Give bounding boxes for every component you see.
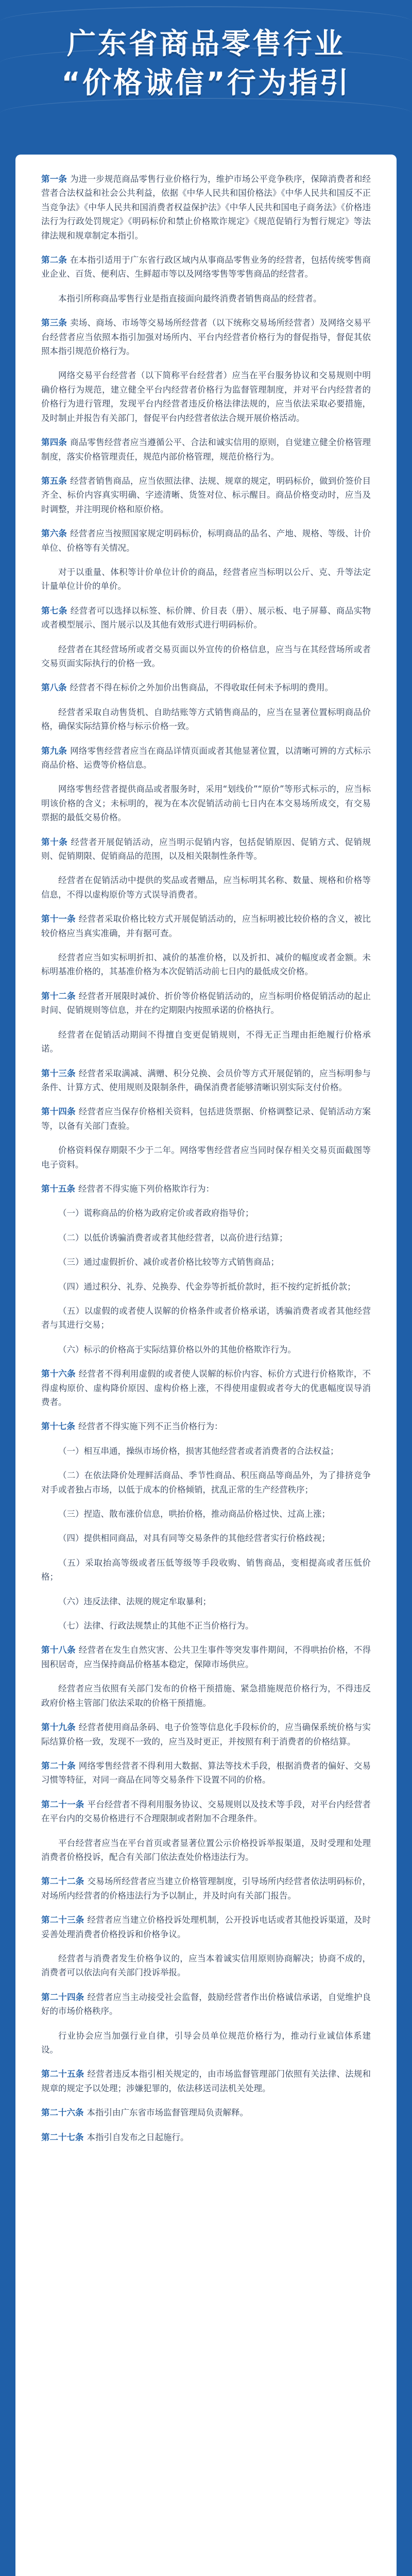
article-number: 第二十二条 xyxy=(41,1876,84,1887)
article-number: 第一条 xyxy=(41,174,67,184)
article-text: 经营者不得利用虚假的或者使人误解的标价内容、标价方式进行价格欺诈，不得虚构原价、虚构降价原因、虚构价格上涨，不得使用虚假或者夸大的优惠幅度误导消费者。 xyxy=(41,1369,371,1407)
guideline-article xyxy=(41,292,371,306)
guideline-article xyxy=(41,368,371,425)
article-text: 经营者采取价格比较方式开展促销活动的，应当标明被比较价格的含义，被比较价格应当真实准确，并有据可查。 xyxy=(41,914,371,938)
article-text: 经营者在发生自然灾害、公共卫生事件等突发事件期间，不得哄抬价格，不得囤积居奇，应当保持商品价格基本稳定，保障市场供应。 xyxy=(41,1645,371,1669)
article-number: 第十三条 xyxy=(41,1068,76,1078)
article-number: 第十一条 xyxy=(41,914,76,924)
guideline-article xyxy=(41,1643,371,1671)
article-text: 经营者采取满减、满赠、积分兑换、会员价等方式开展促销的，应当标明参与条件、计算方式、使用规则及限制条件，确保消费者能够清晰识别实际支付价格。 xyxy=(41,1068,371,1092)
guideline-article xyxy=(41,1231,371,1245)
article-text: 行业协会应当加强行业自律，引导会员单位规范价格行为，推动行业诚信体系建设。 xyxy=(41,2030,371,2055)
article-text: （三）通过虚假折价、减价或者价格比较等方式销售商品； xyxy=(58,1257,279,1267)
article-text: 经营者与消费者发生价格争议的，应当本着诚实信用原则协商解决；协商不成的，消费者可以依法向有关部门投诉举报。 xyxy=(41,1953,371,1978)
article-number: 第十八条 xyxy=(41,1645,76,1655)
article-text: （六）违反法律、法规的规定牟取暴利； xyxy=(58,1596,211,1606)
guideline-article xyxy=(41,1143,371,1172)
guideline-article xyxy=(41,1990,371,2019)
article-text: 经营者应当如实标明折扣、减价的基准价格，以及折扣、减价的幅度或者金额。未标明基准价格的，其基准价格为本次促销活动前七日内的最低成交价格。 xyxy=(41,953,371,977)
guideline-article xyxy=(41,1595,371,1608)
article-text: （四）通过积分、礼券、兑换券、代金券等折抵价款时，拒不按约定折抵价款； xyxy=(58,1281,356,1292)
guideline-article xyxy=(41,1836,371,1865)
article-number: 第十五条 xyxy=(41,1183,75,1194)
article-number: 第十六条 xyxy=(41,1369,76,1379)
guideline-article xyxy=(41,705,371,734)
guideline-article xyxy=(41,474,371,516)
article-number: 第十二条 xyxy=(41,991,76,1001)
guideline-article xyxy=(41,1682,371,1710)
article-text: 平台经营者不得利用服务协议、交易规则以及技术等手段，对平台内经营者在平台内的交易价格进行不合理限制或者附加不合理条件。 xyxy=(41,1799,371,1824)
guideline-article xyxy=(41,565,371,594)
article-number: 第十条 xyxy=(41,837,68,847)
article-text: （四）提供相同商品，对具有同等交易条件的其他经营者实行价格歧视； xyxy=(58,1533,330,1544)
guideline-article xyxy=(41,1343,371,1357)
article-number: 第四条 xyxy=(41,437,67,448)
guideline-article xyxy=(41,1913,371,1941)
article-text: 本指引自发布之日起施行。 xyxy=(87,2132,189,2142)
article-text: 经营者违反本指引相关规定的，由市场监督管理部门依照有关法律、法规和规章的规定予以处理；涉嫌犯罪的，依法移送司法机关处理。 xyxy=(41,2069,371,2093)
guideline-article xyxy=(41,1444,371,1458)
article-number: 第五条 xyxy=(41,476,67,486)
article-number: 第十四条 xyxy=(41,1107,76,1117)
guideline-article xyxy=(41,1874,371,1903)
article-text: （二）在依法降价处理鲜活商品、季节性商品、积压商品等商品外，为了排挤竞争对手或者独占市场，以低于成本的价格倾销，扰乱正常的生产经营秩序； xyxy=(41,1470,371,1495)
article-text: 本指引由广东省市场监督管理局负责解释。 xyxy=(87,2108,248,2118)
guideline-article xyxy=(41,527,371,555)
article-number: 第二十一条 xyxy=(41,1799,84,1809)
article-text: 为进一步规范商品零售行业价格行为，维护市场公平竞争秩序，保障消费者和经营者合法权益和社会公共利益，依据《中华人民共和国价格法》《中华人民共和国反不正当竞争法》《中华人民共和国消费者权益保护法》《中华人民共和国电子商务法》《价格违法行为行政处罚规定》《明码标价和禁止价格欺诈规定》《规范促销行为暂行规定》等法律法规和规章制定本指引。 xyxy=(41,174,371,241)
guideline-article xyxy=(41,2130,371,2144)
guideline-content-card xyxy=(15,155,397,2576)
article-number: 第七条 xyxy=(41,605,67,616)
guideline-article xyxy=(41,912,371,940)
article-number: 第二十七条 xyxy=(41,2132,84,2142)
guideline-article xyxy=(41,1304,371,1332)
article-text: （一）谎称商品的价格为政府定价或者政府指导价； xyxy=(58,1208,254,1218)
article-text: 卖场、商场、市场等交易场所经营者（以下统称交易场所经营者）及网络交易平台经营者应当依照本指引加强对场所内、平台内经营者价格行为的督促指导，督促其依照本指引规范价格行为。 xyxy=(41,318,371,357)
guideline-article xyxy=(41,253,371,281)
guideline-article xyxy=(41,1255,371,1269)
guideline-article xyxy=(41,1952,371,1980)
guideline-article xyxy=(41,1619,371,1633)
article-text: （一）相互串通，操纵市场价格，损害其他经营者或者消费者的合法权益； xyxy=(58,1446,339,1456)
article-text: 本指引所称商品零售行业是指直接面向最终消费者销售商品的经营者。 xyxy=(58,293,322,303)
guideline-article xyxy=(41,1105,371,1133)
page-title-line-2: “价格诚信”行为指引 xyxy=(61,66,351,100)
article-text: 网络零售经营者应当在商品详情页面或者其他显著位置，以清晰可辨的方式标示商品价格、运费等价格信息。 xyxy=(41,745,371,770)
article-text: 经营者开展促销活动，应当明示促销内容，包括促销原因、促销方式、促销规则、促销期限、促销商品的范围，以及相关限制性条件等。 xyxy=(41,837,371,861)
page-header xyxy=(0,0,412,155)
article-text: 经营者在其经营场所或者交易页面以外宣传的价格信息，应当与在其经营场所或者交易页面实际执行的价格一致。 xyxy=(41,644,371,668)
article-text: （二）以低价诱骗消费者或者其他经营者，以高价进行结算； xyxy=(58,1232,288,1243)
guideline-article xyxy=(41,681,371,694)
guideline-article xyxy=(41,873,371,902)
article-text: 交易场所经营者应当建立价格管理制度，引导场所内经营者依法明码标价，对场所内经营者的价格违法行为予以制止，并及时向有关部门报告。 xyxy=(41,1876,371,1901)
article-number: 第二十六条 xyxy=(41,2108,84,2118)
article-text: （五）采取抬高等级或者压低等级等手段收购、销售商品，变相提高或者压低价格； xyxy=(41,1557,371,1582)
article-text: 经营者开展限时减价、折价等价格促销活动的，应当标明价格促销活动的起止时间、促销规则等信息，并在约定期限内按照承诺的价格执行。 xyxy=(41,991,371,1015)
article-text: 在本指引适用于广东省行政区域内从事商品零售业务的经营者，包括传统零售商业企业、百货、便利店、生鲜超市等以及网络零售等零售商品的经营者。 xyxy=(41,255,371,279)
guideline-article xyxy=(41,1531,371,1545)
article-number: 第二十四条 xyxy=(41,1992,84,2002)
article-text: 经营者应当主动接受社会监督，鼓励经营者作出价格诚信承诺，自觉维护良好的市场价格秩序。 xyxy=(41,1992,371,2016)
article-text: （七）法律、行政法规禁止的其他不正当价格行为。 xyxy=(58,1621,254,1631)
guideline-article xyxy=(41,989,371,1018)
guideline-article xyxy=(41,2106,371,2120)
guideline-article xyxy=(41,1206,371,1220)
guideline-article xyxy=(41,1720,371,1749)
article-text: 经营者在促销活动中提供的奖品或者赠品，应当标明其名称、数量、规格和价格等信息，不得以虚构原价等方式误导消费者。 xyxy=(41,875,371,900)
article-number: 第二条 xyxy=(41,255,67,265)
guideline-article xyxy=(41,1182,371,1196)
article-text: 经营者不得在标价之外加价出售商品，不得收取任何未予标明的费用。 xyxy=(70,683,333,693)
guideline-article xyxy=(41,1468,371,1497)
article-text: 经营者销售商品，应当依照法律、法规、规章的规定，明码标价，做到价签价目齐全、标价内容真实明确、字迹清晰、货签对位、标示醒目。商品价格变动时，应当及时调整，并注明现价格和原价格。 xyxy=(41,476,371,514)
guideline-article xyxy=(41,435,371,464)
guideline-article xyxy=(41,2029,371,2057)
article-number: 第十九条 xyxy=(41,1722,76,1733)
article-number: 第九条 xyxy=(41,745,67,756)
article-text: 经营者不得实施下列价格欺诈行为： xyxy=(78,1183,214,1194)
article-number: 第八条 xyxy=(41,683,67,693)
article-text: 经营者使用商品条码、电子价签等信息化手段标价的，应当确保系统价格与实际结算价格一致，发现不一致的，应当及时更正，并按照有利于消费者的价格结算。 xyxy=(41,1722,371,1747)
article-text: 经营者在促销活动期间不得擅自变更促销规则，不得无正当理由拒绝履行价格承诺。 xyxy=(41,1029,371,1054)
guideline-article xyxy=(41,1028,371,1056)
article-text: 经营者不得实施下列不正当价格行为： xyxy=(78,1421,223,1432)
guideline-article xyxy=(41,951,371,979)
article-text: 网络交易平台经营者（以下简称平台经营者）应当在平台服务协议和交易规则中明确价格行为规范，建立健全平台内经营者价格行为监督管理制度，并对平台内经营者的价格行为进行管理，发现平台内经营者违反价格法律法规的，应当依法采取必要措施，及时制止并报告有关部门，督促平台内经营者依法合规开展价格活动。 xyxy=(41,370,371,423)
article-text: （五）以虚假的或者使人误解的价格条件或者价格承诺，诱骗消费者或者其他经营者与其进行交易； xyxy=(41,1306,371,1330)
guideline-article xyxy=(41,1280,371,1294)
guideline-article xyxy=(41,1066,371,1095)
article-text: 经营者采取自动售货机、自助结账等方式销售商品的，应当在显著位置标明商品价格，确保实际结算价格与标示价格一致。 xyxy=(41,707,371,732)
article-text: （六）标示的价格高于实际结算价格以外的其他价格欺诈行为。 xyxy=(58,1344,296,1354)
page-title-line-1: 广东省商品零售行业 xyxy=(67,27,345,61)
article-text: 经营者应当按照国家规定明码标价，标明商品的品名、产地、规格、等级、计价单位、价格等有关情况。 xyxy=(41,529,371,553)
guideline-article xyxy=(41,316,371,358)
article-text: 对于以重量、体积等计价单位计价的商品，经营者应当标明以公斤、克、升等法定计量单位计价的单价。 xyxy=(41,567,371,591)
guideline-article xyxy=(41,2067,371,2095)
guideline-article xyxy=(41,1419,371,1433)
article-number: 第十七条 xyxy=(41,1421,75,1432)
article-number: 第二十条 xyxy=(41,1760,76,1771)
guideline-article xyxy=(41,172,371,243)
guideline-article xyxy=(41,782,371,824)
article-number: 第二十五条 xyxy=(41,2069,84,2079)
article-text: 经营者应当依照有关部门发布的价格干预措施、紧急措施规范价格行为，不得违反政府价格主管部门依法采取的价格干预措施。 xyxy=(41,1684,371,1708)
article-text: 经营者可以选择以标签、标价牌、价目表（册）、展示板、电子屏幕、商品实物或者模型展示、图片展示以及其他有效形式进行明码标价。 xyxy=(41,605,371,630)
guideline-article xyxy=(41,835,371,863)
guideline-article xyxy=(41,604,371,632)
guideline-article xyxy=(41,1798,371,1826)
guideline-article xyxy=(41,1556,371,1584)
guideline-article xyxy=(41,1367,371,1409)
article-text: 经营者应当保存价格相关资料，包括进货票据、价格调整记录、促销活动方案等，以备有关部门查验。 xyxy=(41,1107,371,1131)
guideline-article xyxy=(41,1507,371,1521)
article-text: 网络零售经营者不得利用大数据、算法等技术手段，根据消费者的偏好、交易习惯等特征，对同一商品在同等交易条件下设置不同的价格。 xyxy=(41,1760,371,1785)
article-text: 价格资料保存期限不少于二年。网络零售经营者应当同时保存相关交易页面截图等电子资料。 xyxy=(41,1145,371,1170)
guideline-article xyxy=(41,1759,371,1787)
article-number: 第三条 xyxy=(41,318,67,328)
article-number: 第六条 xyxy=(41,529,67,539)
article-number: 第二十三条 xyxy=(41,1915,84,1925)
guideline-article xyxy=(41,744,371,772)
article-text: （三）捏造、散布涨价信息，哄抬价格，推动商品价格过快、过高上涨； xyxy=(58,1509,330,1519)
guideline-article xyxy=(41,642,371,671)
article-text: 平台经营者应当在平台首页或者显著位置公示价格投诉举报渠道，及时受理和处理消费者价格投诉，配合有关部门依法查处价格违法行为。 xyxy=(41,1838,371,1862)
article-text: 经营者应当建立价格投诉处理机制，公开投诉电话或者其他投诉渠道，及时妥善处理消费者价格投诉和价格争议。 xyxy=(41,1915,371,1939)
article-text: 商品零售经营者应当遵循公平、合法和诚实信用的原则，自觉建立健全价格管理制度，落实价格管理责任，规范内部价格管理，规范价格行为。 xyxy=(41,437,371,462)
article-text: 网络零售经营者提供商品或者服务时，采用“划线价”“原价”等形式标示的，应当标明该价格的含义；未标明的，视为在本次促销活动前七日内在本交易场所成交，有交易票据的最低交易价格。 xyxy=(41,784,371,823)
